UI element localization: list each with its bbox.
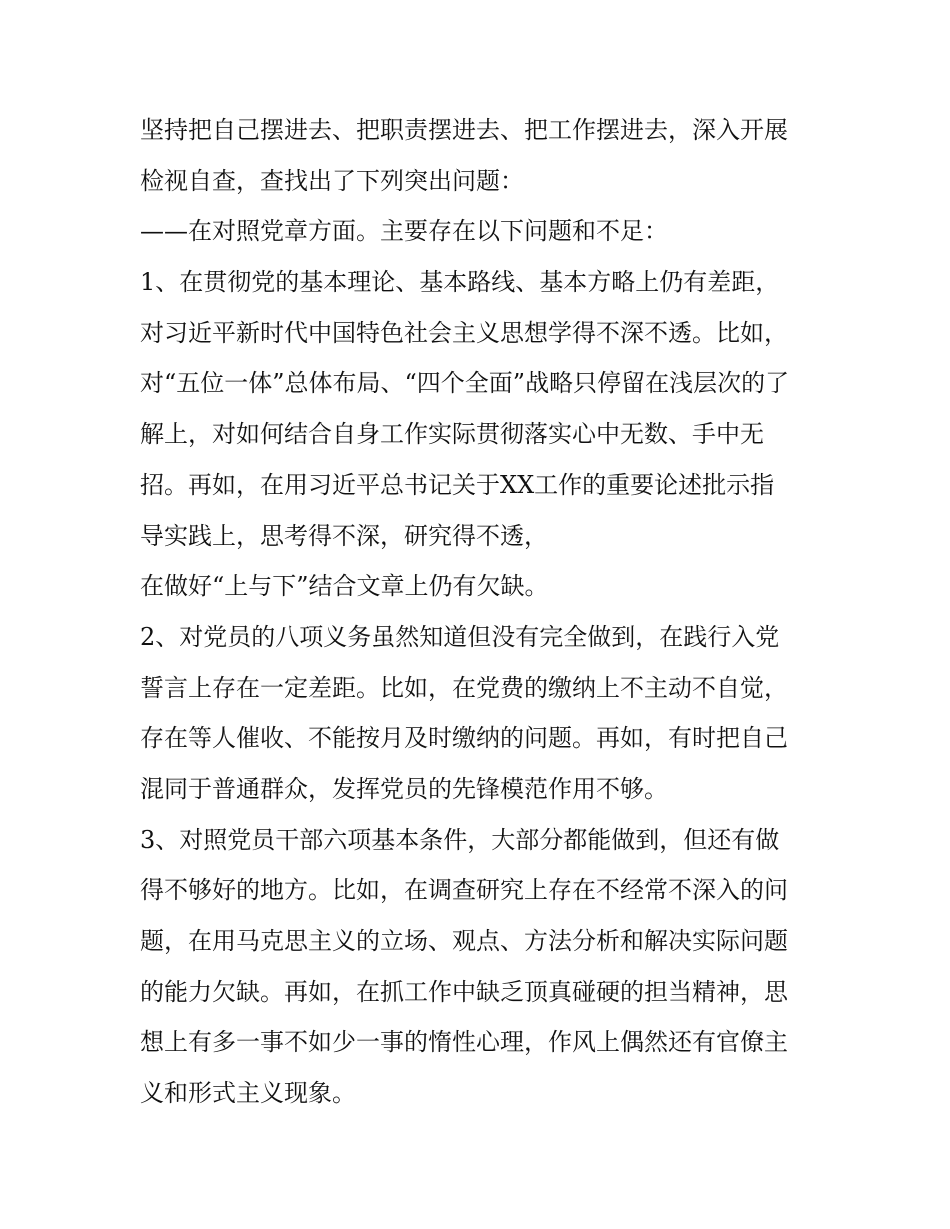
text-line: 导实践上，思考得不深，研究得不透， <box>140 521 548 550</box>
text-line: 对“五位一体”总体布局、“四个全面”战略只停留在浅层次的了 <box>140 369 790 398</box>
text-line: 在做好“上与下”结合文章上仍有欠缺。 <box>140 572 549 601</box>
text-line: 义和形式主义现象。 <box>140 1079 356 1108</box>
text-line: 坚持把自己摆进去、把职责摆进去、把工作摆进去，深入开展 <box>140 116 788 144</box>
text-line: 混同于普通群众，发挥党员的先锋模范作用不够。 <box>140 774 668 803</box>
text-line: 存在等人催收、不能按月及时缴纳的问题。再如，有时把自己 <box>140 724 788 753</box>
item-2-line: 2、对党员的八项义务虽然知道但没有完全做到，在践行入党 <box>140 622 780 651</box>
text-line: 解上，对如何结合自身工作实际贯彻落实心中无数、手中无 <box>140 420 764 449</box>
text-line: 招。再如，在用习近平总书记关于XX工作的重要论述批示指 <box>140 470 775 499</box>
text-line: 题，在用马克思主义的立场、观点、方法分析和解决实际问题 <box>140 927 788 955</box>
text-line: 想上有多一事不如少一事的惰性心理，作风上偶然还有官僚主 <box>140 1028 788 1057</box>
text-line: 誓言上存在一定差距。比如，在党费的缴纳上不主动不自觉， <box>140 673 788 702</box>
text-line: 的能力欠缺。再如，在抓工作中缺乏顶真碰硬的担当精神，思 <box>140 977 788 1006</box>
item-3-line: 3、对照党员干部六项基本条件，大部分都能做到，但还有做 <box>140 825 780 854</box>
text-line: 对习近平新时代中国特色社会主义思想学得不深不透。比如， <box>140 318 788 347</box>
document-body <box>140 105 820 1119</box>
section-heading: ——在对照党章方面。主要存在以下问题和不足： <box>140 217 668 246</box>
text-line: 得不够好的地方。比如，在调查研究上存在不经常不深入的问 <box>140 876 788 905</box>
item-1-line: 1、在贯彻党的基本理论、基本路线、基本方略上仍有差距， <box>140 268 780 297</box>
text-line: 检视自查，查找出了下列突出问题： <box>140 166 524 195</box>
